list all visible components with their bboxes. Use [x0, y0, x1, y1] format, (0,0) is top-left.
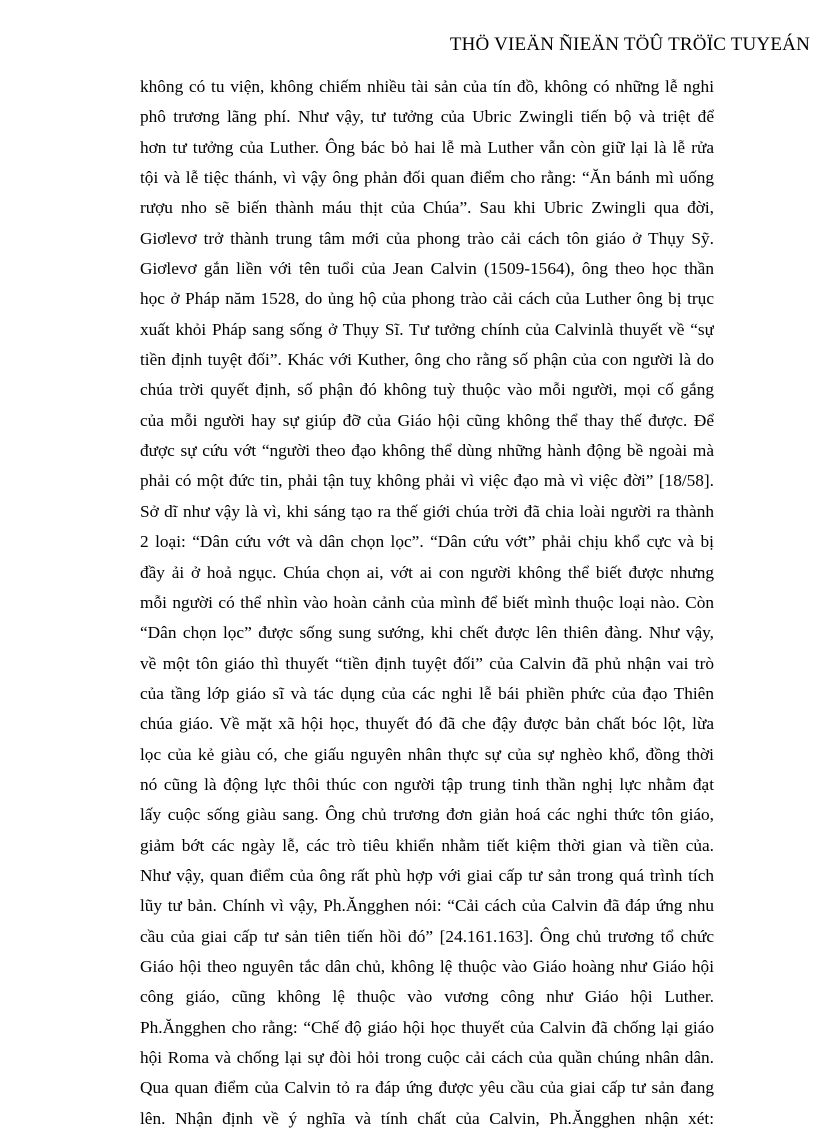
- text-line: giảm bớt các ngày lễ, các trò tiêu khiển nhằm tiết kiệm thời gian và tiền của.: [140, 835, 714, 855]
- text-line: hơn tư tưởng của Luther. Ông bác bỏ hai lễ mà Luther vẫn còn giữ lại là lễ rửa: [140, 137, 714, 157]
- text-line: đầy ải ở hoả ngục. Chúa chọn ai, vớt ai con người không thể biết được nhưng: [140, 562, 714, 582]
- text-line: hội Roma và chống lại sự đòi hỏi trong cuộc cải cách của quần chúng nhân dân.: [140, 1048, 714, 1067]
- running-header: THÖ VIEÄN ÑIEÄN TÖÛ TRÖÏC TUYEÁN: [449, 34, 810, 55]
- text-line: Sở dĩ như vậy là vì, khi sáng tạo ra thế giới chúa trời đã chia loài người ra thành: [140, 501, 714, 521]
- text-line: Qua quan điểm của Calvin tỏ ra đáp ứng được yêu cầu của giai cấp tư sản đang: [140, 1078, 714, 1098]
- text-line: xuất khỏi Pháp sang sống ở Thụy Sĩ. Tư tưởng chính của Calvinlà thuyết về “sự: [140, 319, 714, 339]
- text-line: nó cũng là động lực thôi thúc con người tập trung tinh thần nghị lực nhằm đạt: [140, 774, 714, 794]
- text-line: Giơlevơ gắn liền với tên tuổi của Jean Calvin (1509-1564), ông theo học thần: [140, 259, 714, 279]
- text-line: Giơlevơ trở thành trung tâm mới của phong trào cải cách tôn giáo ở Thụy Sỹ.: [140, 228, 714, 248]
- text-line: của tầng lớp giáo sĩ và tác dụng của các nghi lễ bái phiền phức của đạo Thiên: [140, 683, 714, 703]
- text-line: phô trương lãng phí. Như vậy, tư tưởng của Ubric Zwingli tiến bộ và triệt để: [140, 107, 714, 127]
- text-line: cầu của giai cấp tư sản tiên tiến hồi đó” [24.161.163]. Ông chủ trương tổ chức: [140, 926, 714, 946]
- text-line: được sự cứu vớt “người theo đạo không thể dùng những hành động bề ngoài mà: [140, 441, 714, 461]
- text-line: rượu nho sẽ biến thành máu thịt của Chúa”. Sau khi Ubric Zwingli qua đời,: [140, 198, 714, 218]
- text-line: chúa giáo. Về mặt xã hội học, thuyết đó đã che đậy được bản chất bóc lột, lừa: [140, 714, 714, 734]
- text-line: mỗi người có thể nhìn vào hoàn cảnh của mình để biết mình thuộc loại nào. Còn: [140, 592, 714, 612]
- text-line: Giáo hội theo nguyên tắc dân chủ, không lệ thuộc vào Giáo hoàng như Giáo hội: [140, 956, 714, 976]
- text-line: lên. Nhận định về ý nghĩa và tính chất của Calvin, Ph.Ăngghen nhận xét:: [140, 1108, 714, 1128]
- text-line: công giáo, cũng không lệ thuộc vào vương công như Giáo hội Luther.: [140, 987, 714, 1007]
- text-line: Ph.Ăngghen cho rằng: “Chế độ giáo hội học thuyết của Calvin đã chống lại giáo: [140, 1017, 714, 1037]
- text-line: phải có một đức tin, phải tận tuỵ không phải vì việc đạo mà vì việc đời” [18/58].: [140, 471, 714, 491]
- text-line: về một tôn giáo thì thuyết “tiền định tuyệt đối” của Calvin đã phủ nhận vai trò: [140, 653, 714, 673]
- text-line: lấy cuộc sống giàu sang. Ông chủ trương đơn giản hoá các nghi thức tôn giáo,: [140, 805, 714, 825]
- text-line: chúa trời quyết định, số phận đó không tuỳ thuộc vào mỗi người, mọi cố gắng: [140, 380, 714, 400]
- text-line: lọc của kẻ giàu có, che giấu nguyên nhân thực sự của sự nghèo khổ, đồng thời: [140, 744, 714, 764]
- text-line: lũy tư bản. Chính vì vậy, Ph.Ăngghen nói: “Cải cách của Calvin đã đáp ứng nhu: [140, 896, 714, 916]
- text-line: 2 loại: “Dân cứu vớt và dân chọn lọc”. “Dân cứu vớt” phải chịu khổ cực và bị: [140, 532, 714, 552]
- text-line: “Dân chọn lọc” được sống sung sướng, khi chết được lên thiên đàng. Như vậy,: [140, 623, 714, 643]
- text-line: của mỗi người hay sự giúp đỡ của Giáo hội cũng không thể thay thế được. Để: [140, 410, 714, 430]
- text-line: Như vậy, quan điểm của ông rất phù hợp với giai cấp tư sản trong quá trình tích: [140, 865, 714, 885]
- text-line: tiền định tuyệt đối”. Khác với Kuther, ông cho rằng số phận của con người là do: [140, 350, 714, 370]
- body-text: [140, 72, 714, 1134]
- text-line: học ở Pháp năm 1528, do ủng hộ của phong trào cải cách của Luther ông bị trục: [140, 289, 714, 309]
- text-line: không có tu viện, không chiếm nhiều tài sản của tín đồ, không có những lễ nghi: [140, 77, 714, 96]
- text-line: tội và lễ tiệc thánh, vì vậy ông phản đối quan điểm cho rằng: “Ăn bánh mì uống: [140, 168, 714, 188]
